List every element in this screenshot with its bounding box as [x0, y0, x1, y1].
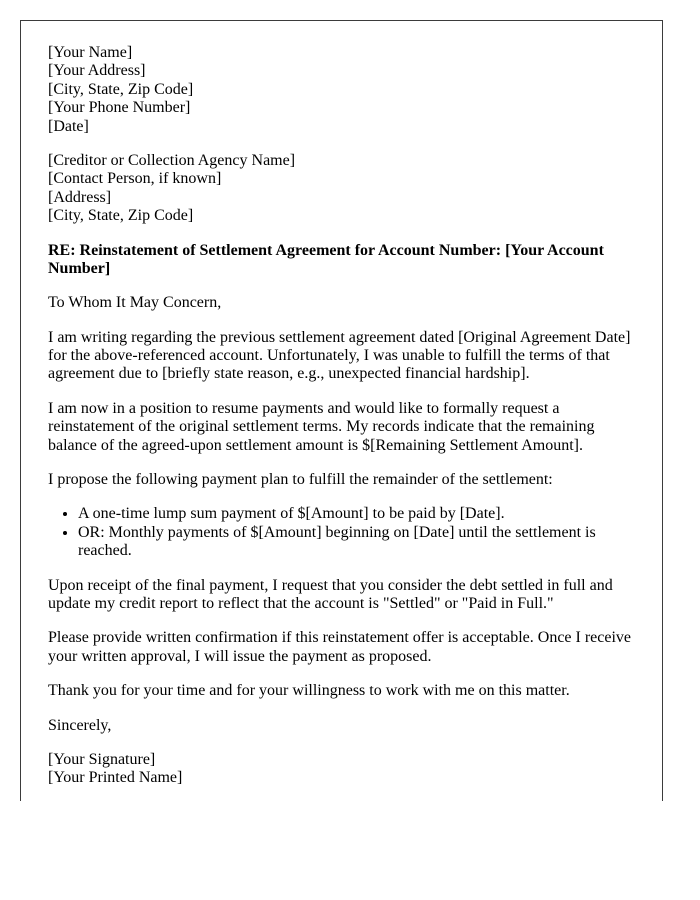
signature-block: [48, 751, 638, 788]
signature-line: [Your Printed Name]: [48, 769, 183, 787]
subject-line: RE: Reinstatement of Settlement Agreement for Account Number: [Your Account Number]: [48, 241, 604, 277]
body-paragraph: Thank you for your time and for your willingness to work with me on this matter.: [48, 682, 570, 700]
salutation: To Whom It May Concern,: [48, 294, 222, 312]
body-paragraph: Upon receipt of the final payment, I request that you consider the debt settled in full and update my credit report to reflect that the account is "Settled" or "Paid in Full.": [48, 576, 613, 612]
payment-option-item: • OR: Monthly payments of $[Amount] beginning on [Date] until the settlement is reached.: [78, 524, 638, 561]
body-paragraph: I propose the following payment plan to fulfill the remainder of the settlement:: [48, 471, 553, 489]
recipient-line: [Address]: [48, 188, 112, 206]
payment-option-item: • A one-time lump sum payment of $[Amount] to be paid by [Date].: [78, 505, 638, 523]
sender-line: [City, State, Zip Code]: [48, 80, 194, 98]
recipient-line: [Creditor or Collection Agency Name]: [48, 151, 296, 169]
body-paragraph: I am writing regarding the previous settlement agreement dated [Original Agreement Date] for the above-referenced account. Unfortunately, I was unable to fulfill the terms of that agreement due to [briefly state reason, e.g., unexpected financial hardship].: [48, 328, 631, 383]
closing: Sincerely,: [48, 716, 112, 734]
recipient-line: [Contact Person, if known]: [48, 170, 222, 188]
recipient-line: [City, State, Zip Code]: [48, 207, 194, 225]
sender-line: [Your Name]: [48, 44, 133, 61]
sender-line: [Your Phone Number]: [48, 99, 191, 117]
sender-line: [Date]: [48, 117, 89, 135]
body-paragraph: I am now in a position to resume payments and would like to formally request a reinstatement of the original settlement terms. My records indicate that the remaining balance of the agreed-upon settlement amount is $[Remaining Settlement Amount].: [48, 399, 595, 454]
payment-options-list: [48, 505, 638, 560]
recipient-address-block: [48, 152, 638, 226]
letter-document: [20, 20, 663, 801]
sender-address-block: [48, 44, 638, 136]
body-paragraph: Please provide written confirmation if this reinstatement offer is acceptable. Once I receive your written approval, I will issue the payment as proposed.: [48, 629, 632, 665]
signature-line: [Your Signature]: [48, 750, 156, 768]
sender-line: [Your Address]: [48, 62, 146, 80]
